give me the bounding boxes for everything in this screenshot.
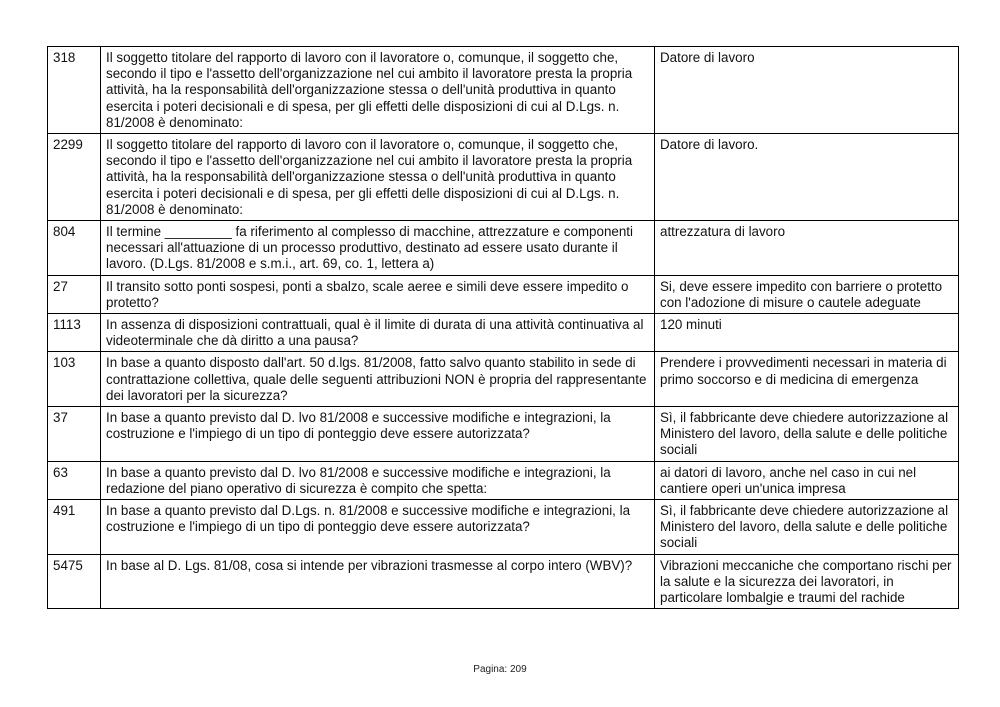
question-text: In base al D. Lgs. 81/08, cosa si intende per vibrazioni trasmesse al corpo intero (WBV)? (101, 554, 655, 609)
answer-text: Vibrazioni meccaniche che comportano rischi per la salute e la sicurezza dei lavoratori, in particolare lombalgie e traumi del rachide (655, 554, 959, 609)
question-id: 318 (48, 47, 101, 134)
answer-text: ai datori di lavoro, anche nel caso in cui nel cantiere operi un'unica impresa (655, 461, 959, 499)
answer-text: 120 minuti (655, 314, 959, 352)
table-row (48, 47, 959, 134)
answer-text: Prendere i provvedimenti necessari in materia di primo soccorso e di medicina di emergenza (655, 352, 959, 407)
answer-text: Datore di lavoro (655, 47, 959, 134)
question-id: 804 (48, 221, 101, 276)
question-text: In base a quanto previsto dal D.Lgs. n. 81/2008 e successive modifiche e integrazioni, la costruzione e l'impiego di un tipo di ponteggio deve essere autorizzata? (101, 500, 655, 555)
answer-text: Sì, il fabbricante deve chiedere autorizzazione al Ministero del lavoro, della salute e delle politiche sociali (655, 500, 959, 555)
question-text: Il termine _________ fa riferimento al complesso di macchine, attrezzature e componenti necessari all'attuazione di un processo produttivo, destinato ad essere usato durante il lavoro. (D.Lgs. 81/2008 e s.m.i., art. 69, co. 1, lettera a) (101, 221, 655, 276)
question-id: 491 (48, 500, 101, 555)
table-row (48, 461, 959, 499)
question-id: 27 (48, 275, 101, 313)
answer-text: Datore di lavoro. (655, 134, 959, 221)
table-row (48, 500, 959, 555)
answer-text: attrezzatura di lavoro (655, 221, 959, 276)
table-row (48, 554, 959, 609)
question-text: Il soggetto titolare del rapporto di lavoro con il lavoratore o, comunque, il soggetto che, secondo il tipo e l'assetto dell'organizzazione nel cui ambito il lavoratore presta la propria attività, ha la responsabilità dell'organizzazione stessa o dell'unità produttiva in quanto esercita i poteri decisionali e di spesa, per gli effetti delle disposizioni di cui al D.Lgs. n. 81/2008 è denominato: (101, 47, 655, 134)
question-text: Il soggetto titolare del rapporto di lavoro con il lavoratore o, comunque, il soggetto che, secondo il tipo e l'assetto dell'organizzazione nel cui ambito il lavoratore presta la propria attività, ha la responsabilità dell'organizzazione stessa o dell'unità produttiva in quanto esercita i poteri decisionali e di spesa, per gli effetti delle disposizioni di cui al D.Lgs. n. 81/2008 è denominato: (101, 134, 655, 221)
question-id: 1113 (48, 314, 101, 352)
answer-text: Sì, il fabbricante deve chiedere autorizzazione al Ministero del lavoro, della salute e delle politiche sociali (655, 407, 959, 462)
question-text: In base a quanto previsto dal D. lvo 81/2008 e successive modifiche e integrazioni, la redazione del piano operativo di sicurezza è compito che spetta: (101, 461, 655, 499)
question-text: In assenza di disposizioni contrattuali, qual è il limite di durata di una attività continuativa al videoterminale che dà diritto a una pausa? (101, 314, 655, 352)
answer-text: Si, deve essere impedito con barriere o protetto con l'adozione di misure o cautele adeguate (655, 275, 959, 313)
question-text: In base a quanto disposto dall'art. 50 d.lgs. 81/2008, fatto salvo quanto stabilito in sede di contrattazione collettiva, quale delle seguenti attribuzioni NON è propria del rappresentante dei lavoratori per la sicurezza? (101, 352, 655, 407)
question-table (47, 46, 959, 609)
question-id: 5475 (48, 554, 101, 609)
table-row (48, 407, 959, 462)
table-row (48, 134, 959, 221)
question-id: 2299 (48, 134, 101, 221)
question-text: Il transito sotto ponti sospesi, ponti a sbalzo, scale aeree e simili deve essere impedito o protetto? (101, 275, 655, 313)
table-row (48, 275, 959, 313)
question-id: 63 (48, 461, 101, 499)
table-row (48, 314, 959, 352)
question-text: In base a quanto previsto dal D. lvo 81/2008 e successive modifiche e integrazioni, la costruzione e l'impiego di un tipo di ponteggio deve essere autorizzata? (101, 407, 655, 462)
question-table-container (47, 46, 958, 609)
table-row (48, 352, 959, 407)
table-row (48, 221, 959, 276)
question-id: 103 (48, 352, 101, 407)
question-id: 37 (48, 407, 101, 462)
page-number: Pagina: 209 (473, 664, 527, 675)
